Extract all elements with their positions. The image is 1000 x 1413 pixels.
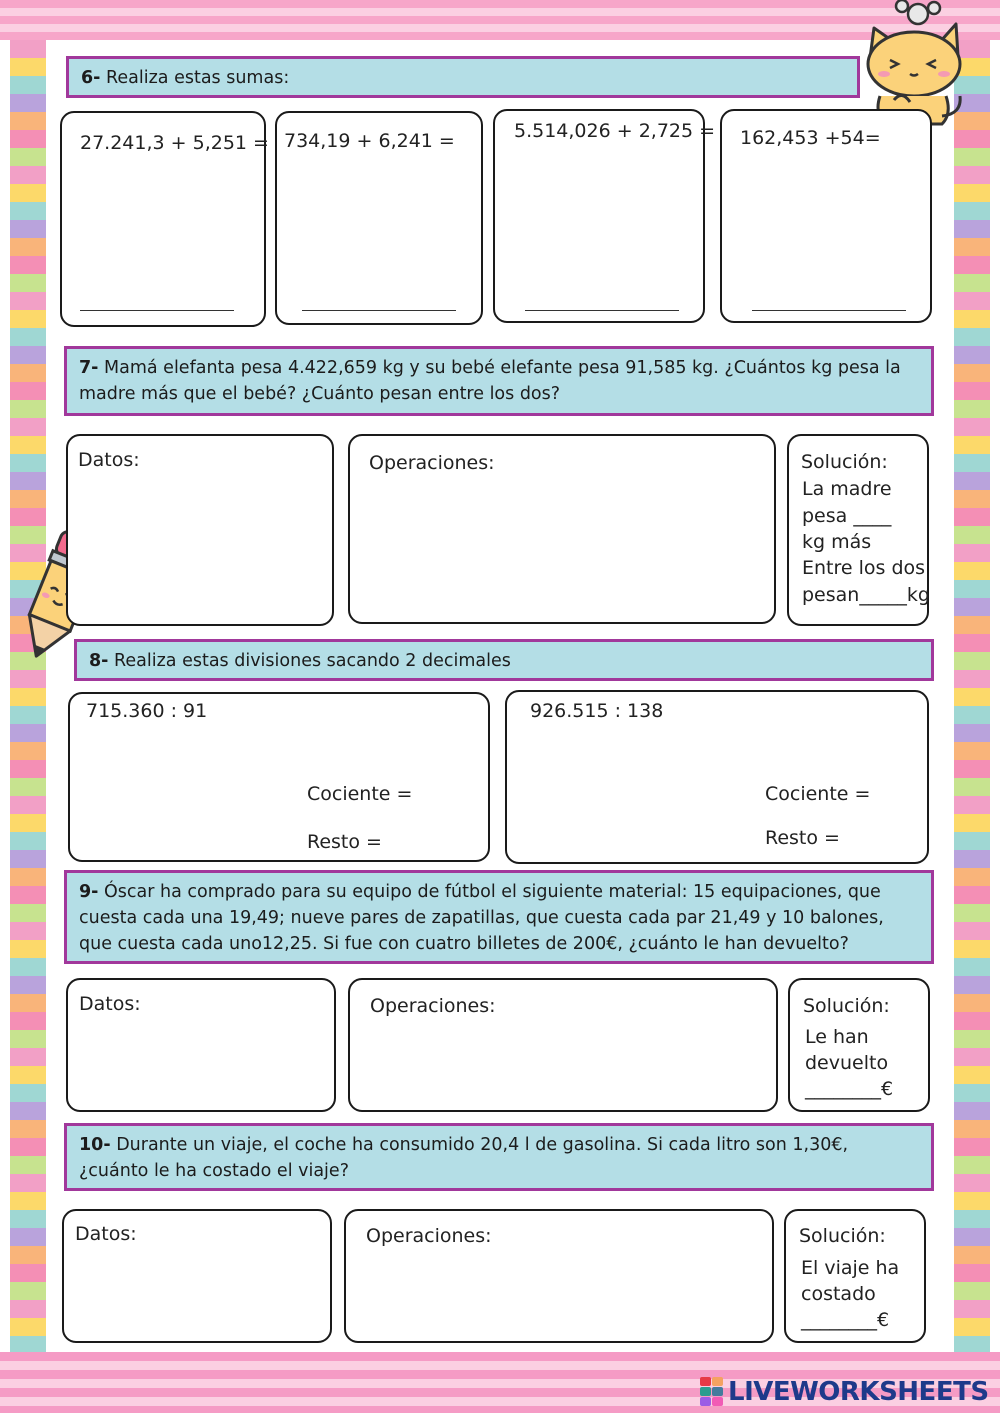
sum-4-answer-line[interactable] — [752, 310, 906, 311]
exercise-10-title: Durante un viaje, el coche ha consumido 20,4 l de gasolina. Si cada litro son 1,30€, ¿cuánto le ha costado el viaje? — [79, 1135, 849, 1181]
exercise-10-solucion-label: Solución: — [799, 1225, 886, 1247]
exercise-6-banner — [66, 56, 860, 98]
exercise-8-number: 8- — [89, 651, 109, 671]
exercise-7-datos-label: Datos: — [78, 449, 140, 471]
exercise-10-datos-label: Datos: — [75, 1223, 137, 1245]
exercise-6-number: 6- — [81, 68, 101, 88]
division-2-operation: 926.515 : 138 — [530, 700, 664, 722]
liveworksheets-mark-icon — [700, 1377, 724, 1407]
division-1-resto: Resto = — [307, 831, 382, 853]
exercise-10-operaciones-label: Operaciones: — [366, 1225, 492, 1247]
exercise-9-banner — [64, 870, 934, 964]
sum-2-answer-line[interactable] — [302, 310, 456, 311]
exercise-7-banner — [64, 346, 934, 416]
exercise-9-solucion-line: devuelto — [805, 1052, 889, 1074]
exercise-7-title: Mamá elefanta pesa 4.422,659 kg y su bebé elefante pesa 91,585 kg. ¿Cuántos kg pesa la madre más que el bebé? ¿Cuánto pesan entre los dos? — [79, 358, 901, 404]
exercise-7-solucion-line[interactable]: pesan_____kg — [802, 584, 930, 606]
division-1-cociente: Cociente = — [307, 783, 413, 805]
exercise-9-operaciones-label: Operaciones: — [370, 995, 496, 1017]
exercise-7-solucion-line[interactable]: pesa ____ — [802, 505, 892, 527]
exercise-7-number: 7- — [79, 358, 99, 378]
sum-4: 162,453 +54= — [740, 127, 881, 149]
exercise-10-banner — [64, 1123, 934, 1191]
exercise-7-solucion-line: kg más — [802, 531, 872, 553]
exercise-9-number: 9- — [79, 882, 99, 902]
sum-3-answer-line[interactable] — [525, 310, 679, 311]
exercise-8-banner — [74, 639, 934, 681]
liveworksheets-logo-text: LIVEWORKSHEETS — [728, 1377, 989, 1407]
sum-3: 5.514,026 + 2,725 = — [514, 120, 716, 142]
left-stripe-border — [10, 40, 46, 1352]
sum-1-answer-line[interactable] — [80, 310, 234, 311]
division-2-cociente: Cociente = — [765, 783, 871, 805]
exercise-9-solucion-line[interactable]: ________€ — [805, 1078, 894, 1100]
exercise-7-solucion-line: La madre — [802, 478, 892, 500]
division-2-resto: Resto = — [765, 827, 840, 849]
exercise-9-datos-label: Datos: — [79, 993, 141, 1015]
exercise-7-operaciones-label: Operaciones: — [369, 452, 495, 474]
exercise-7-solucion-line: Entre los dos — [802, 557, 926, 579]
top-stripe-border — [0, 0, 1000, 40]
sum-2: 734,19 + 6,241 = — [284, 130, 455, 152]
exercise-6-title: Realiza estas sumas: — [100, 68, 290, 88]
exercise-8-title: Realiza estas divisiones sacando 2 decimales — [108, 651, 511, 671]
division-1-operation: 715.360 : 91 — [86, 700, 208, 722]
exercise-7-solucion-label: Solución: — [801, 451, 888, 473]
sum-1: 27.241,3 + 5,251 = — [80, 132, 269, 154]
liveworksheets-logo[interactable] — [700, 1376, 992, 1408]
exercise-9-solucion-label: Solución: — [803, 995, 890, 1017]
exercise-10-number: 10- — [79, 1135, 111, 1155]
exercise-10-solucion-line: El viaje ha — [801, 1257, 900, 1279]
exercise-10-solucion-line[interactable]: ________€ — [801, 1309, 890, 1331]
right-stripe-border — [954, 40, 990, 1352]
exercise-9-solucion-line: Le han — [805, 1026, 869, 1048]
exercise-10-solucion-line: costado — [801, 1283, 876, 1305]
exercise-9-title: Óscar ha comprado para su equipo de fútbol el siguiente material: 15 equipaciones, que cuesta cada una 19,49; nueve pares de zapatillas, que cuesta cada par 21,49 y 10 balones, que cuesta cada uno12,25. Si fue con cuatro billetes de 200€, ¿cuánto le han devuelto? — [79, 882, 884, 954]
